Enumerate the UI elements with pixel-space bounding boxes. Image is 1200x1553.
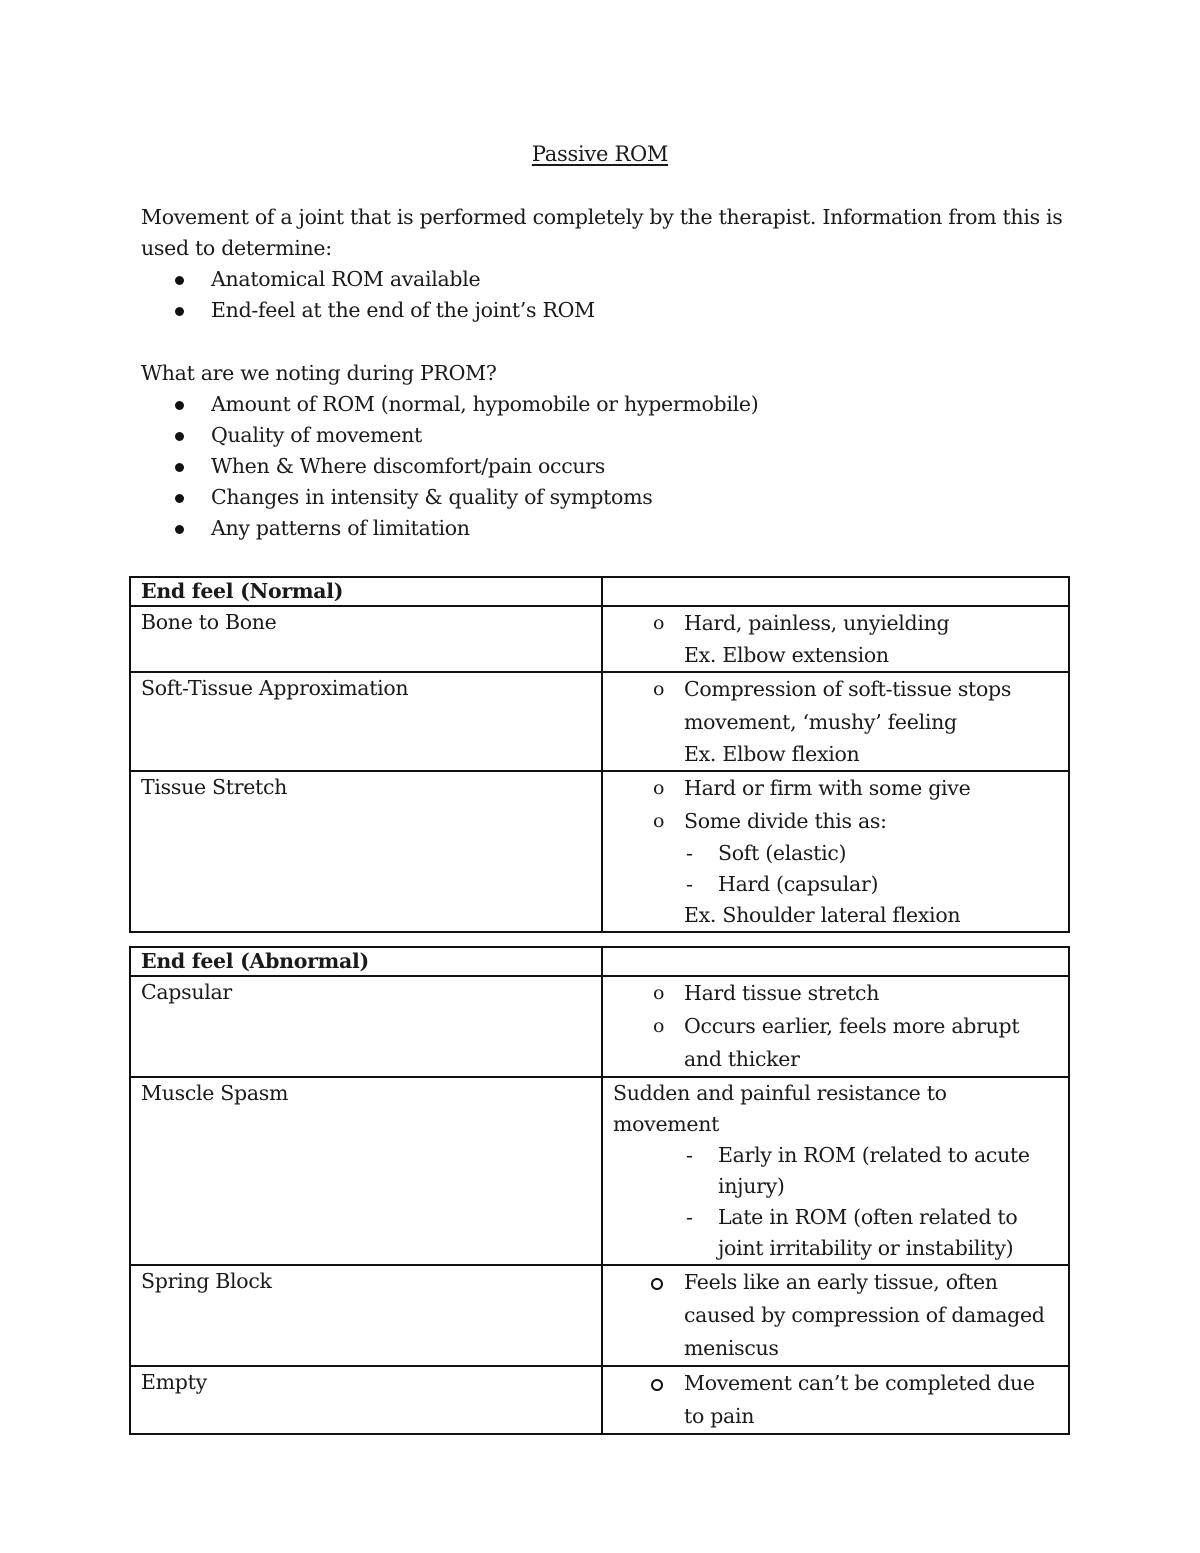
lead-text: Sudden and painful resistance to movement — [613, 1081, 947, 1136]
table-header-cell-empty — [602, 947, 1069, 976]
end-feel-description: Sudden and painful resistance to movement - Early in ROM (related to acute injury) - Late in ROM (often related to joint irritability or instability) — [602, 1077, 1069, 1265]
hollow-bullet-icon — [651, 1379, 663, 1391]
hollow-bullet-icon: o — [653, 678, 665, 700]
intro-paragraph: Movement of a joint that is performed completely by the therapist. Information from this is used to determine: — [141, 205, 1063, 260]
end-feel-description: o Hard, painless, unyielding Ex. Elbow extension — [602, 606, 1069, 672]
table-row — [130, 1265, 1069, 1366]
hollow-bullet-icon: o — [653, 777, 665, 799]
page-title: Passive ROM — [531, 142, 669, 166]
end-feel-description: o Hard or firm with some give o Some divide this as: - Soft (elastic) - Hard (capsular) Ex. Shoulder lateral flexion — [602, 771, 1069, 932]
table-header-row — [130, 577, 1069, 606]
table-header-cell: End feel (Abnormal) — [130, 947, 602, 976]
table-row — [130, 771, 1069, 932]
bullet-icon — [175, 494, 184, 503]
end-feel-name: Empty — [130, 1366, 602, 1434]
end-feel-description: o Hard tissue stretch o Occurs earlier, feels more abrupt and thicker — [602, 976, 1069, 1077]
noting-question: What are we noting during PROM? — [141, 361, 497, 385]
example-text: Ex. Elbow extension — [684, 643, 889, 667]
bullet-icon — [175, 276, 184, 285]
bullet-icon — [175, 463, 184, 472]
dash-bullet-icon: - — [686, 872, 693, 896]
dash-bullet-icon: - — [686, 1143, 693, 1167]
table-row — [130, 672, 1069, 771]
noting-bullet-list — [141, 389, 1071, 544]
bullet-icon — [175, 307, 184, 316]
table-row — [130, 1077, 1069, 1265]
dash-bullet-icon: - — [686, 841, 693, 865]
abnormal-end-feel-table — [129, 946, 1070, 1435]
end-feel-description: Feels like an early tissue, often caused by compression of damaged meniscus — [602, 1265, 1069, 1366]
hollow-bullet-icon: o — [653, 612, 665, 634]
end-feel-description: o Compression of soft-tissue stops movement, ‘mushy’ feeling Ex. Elbow flexion — [602, 672, 1069, 771]
bullet-icon — [175, 432, 184, 441]
example-text: Ex. Shoulder lateral flexion — [684, 903, 961, 927]
intro-bullet-list — [141, 264, 1071, 326]
end-feel-name: Capsular — [130, 976, 602, 1077]
end-feel-description: Movement can’t be completed due to pain — [602, 1366, 1069, 1434]
table-header-cell-empty — [602, 577, 1069, 606]
list-item: End-feel at the end of the joint’s ROM — [141, 295, 1071, 326]
hollow-bullet-icon: o — [653, 1015, 665, 1037]
hollow-bullet-icon — [651, 1278, 663, 1290]
end-feel-name: Soft-Tissue Approximation — [130, 672, 602, 771]
table-row — [130, 606, 1069, 672]
hollow-bullet-icon: o — [653, 810, 665, 832]
table-header-cell: End feel (Normal) — [130, 577, 602, 606]
list-item: Any patterns of limitation — [141, 513, 1071, 544]
bullet-icon — [175, 401, 184, 410]
list-item: When & Where discomfort/pain occurs — [141, 451, 1071, 482]
dash-bullet-icon: - — [686, 1205, 693, 1229]
table-header-row — [130, 947, 1069, 976]
hollow-bullet-icon: o — [653, 982, 665, 1004]
end-feel-name: Tissue Stretch — [130, 771, 602, 932]
end-feel-name: Spring Block — [130, 1265, 602, 1366]
table-row — [130, 976, 1069, 1077]
end-feel-name: Bone to Bone — [130, 606, 602, 672]
table-row — [130, 1366, 1069, 1434]
list-item: Anatomical ROM available — [141, 264, 1071, 295]
example-text: Ex. Elbow flexion — [684, 742, 860, 766]
list-item: Changes in intensity & quality of symptoms — [141, 482, 1071, 513]
list-item: Quality of movement — [141, 420, 1071, 451]
list-item: Amount of ROM (normal, hypomobile or hypermobile) — [141, 389, 1071, 420]
bullet-icon — [175, 525, 184, 534]
end-feel-name: Muscle Spasm — [130, 1077, 602, 1265]
normal-end-feel-table — [129, 576, 1070, 933]
